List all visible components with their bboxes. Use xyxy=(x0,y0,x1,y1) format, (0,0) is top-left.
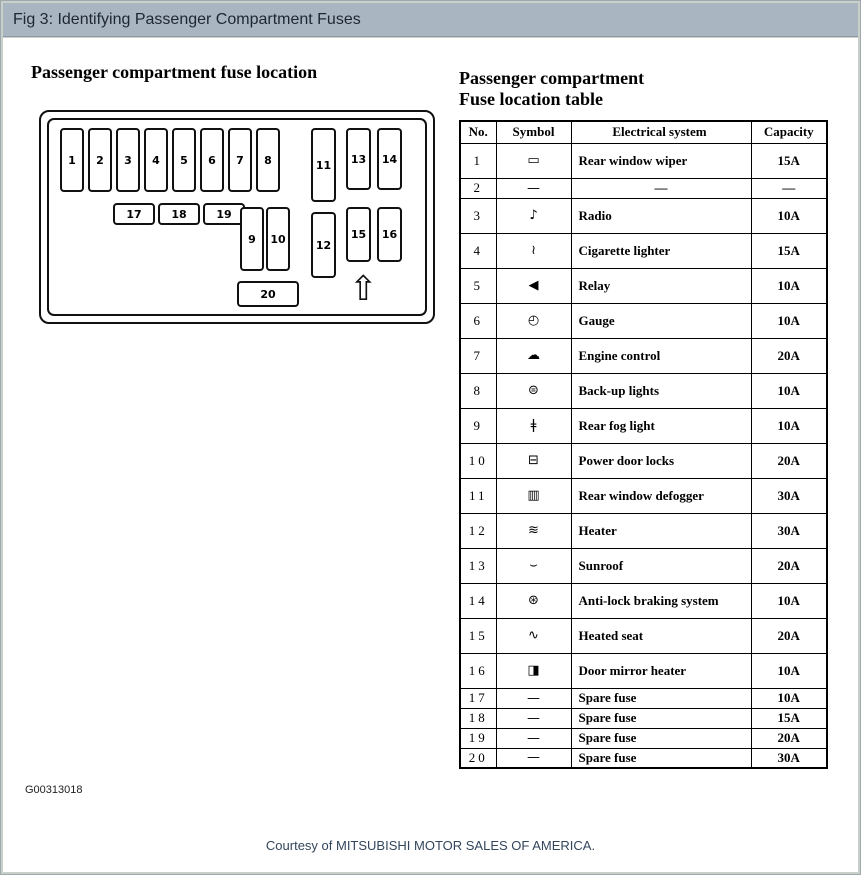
table-row xyxy=(460,548,827,583)
fuse-table-title-line1: Passenger compartment xyxy=(459,68,645,88)
figure-title-bar xyxy=(3,3,858,37)
electrical-system: Spare fuse xyxy=(571,728,751,748)
col-header-system: Electrical system xyxy=(571,121,751,143)
abs-icon: ⊛ xyxy=(528,593,539,608)
electrical-system: — xyxy=(571,178,751,198)
capacity: 10A xyxy=(751,583,827,618)
col-header-capacity: Capacity xyxy=(751,121,827,143)
relay-icon: ◀ xyxy=(528,278,539,293)
fuse-17: 17 xyxy=(113,203,155,225)
table-row xyxy=(460,583,827,618)
capacity: 20A xyxy=(751,338,827,373)
fuse-no: 14 xyxy=(460,583,496,618)
capacity: 10A xyxy=(751,373,827,408)
capacity: 20A xyxy=(751,728,827,748)
fuse-no: 2 xyxy=(460,178,496,198)
diagram-title: Passenger compartment fuse location xyxy=(31,62,318,82)
fuse-no: 9 xyxy=(460,408,496,443)
fuse-10: 10 xyxy=(266,207,290,271)
table-row xyxy=(460,443,827,478)
electrical-system: Radio xyxy=(571,198,751,233)
fuse-no: 8 xyxy=(460,373,496,408)
table-row xyxy=(460,618,827,653)
rear-window-defogger-icon: ▥ xyxy=(527,488,540,503)
heated-seat-icon: ∿ xyxy=(528,628,539,643)
fuse-18: 18 xyxy=(158,203,200,225)
fuse-no: 15 xyxy=(460,618,496,653)
fuse-location-diagram xyxy=(39,110,435,324)
fuse-no: 12 xyxy=(460,513,496,548)
fuse-6: 6 xyxy=(200,128,224,192)
electrical-system: Anti-lock braking system xyxy=(571,583,751,618)
capacity: 10A xyxy=(751,408,827,443)
dash-symbol: — xyxy=(527,750,540,766)
capacity: 15A xyxy=(751,708,827,728)
electrical-system: Gauge xyxy=(571,303,751,338)
fuse-1: 1 xyxy=(60,128,84,192)
electrical-system: Power door locks xyxy=(571,443,751,478)
table-row xyxy=(460,233,827,268)
heater-icon: ≋ xyxy=(528,523,539,538)
capacity: — xyxy=(751,178,827,198)
electrical-system: Heater xyxy=(571,513,751,548)
electrical-system: Engine control xyxy=(571,338,751,373)
power-door-locks-icon: ⊟ xyxy=(528,453,539,468)
electrical-system: Spare fuse xyxy=(571,708,751,728)
electrical-system: Rear window wiper xyxy=(571,143,751,178)
fuse-no: 17 xyxy=(460,688,496,708)
capacity: 10A xyxy=(751,198,827,233)
fuse-20: 20 xyxy=(237,281,299,307)
fuse-5: 5 xyxy=(172,128,196,192)
electrical-system: Rear fog light xyxy=(571,408,751,443)
backup-lights-icon: ⊜ xyxy=(528,383,539,398)
capacity: 10A xyxy=(751,303,827,338)
courtesy-line: Courtesy of MITSUBISHI MOTOR SALES OF AMERICA. xyxy=(265,838,596,853)
table-row xyxy=(460,408,827,443)
fuse-3: 3 xyxy=(116,128,140,192)
fuse-2: 2 xyxy=(88,128,112,192)
capacity: 30A xyxy=(751,478,827,513)
table-row xyxy=(460,373,827,408)
fuse-no: 6 xyxy=(460,303,496,338)
figure-id: G00313018 xyxy=(25,784,83,796)
table-row xyxy=(460,728,827,748)
fuse-no: 3 xyxy=(460,198,496,233)
table-row xyxy=(460,708,827,728)
dash-symbol: — xyxy=(527,710,540,726)
fuse-table-title-line2: Fuse location table xyxy=(459,89,603,109)
table-header-row xyxy=(460,121,827,143)
electrical-system: Heated seat xyxy=(571,618,751,653)
table-row xyxy=(460,513,827,548)
gauge-icon: ◴ xyxy=(527,313,540,328)
fuse-no: 18 xyxy=(460,708,496,728)
electrical-system: Door mirror heater xyxy=(571,653,751,688)
fuse-no: 4 xyxy=(460,233,496,268)
electrical-system: Spare fuse xyxy=(571,748,751,768)
fuse-4: 4 xyxy=(144,128,168,192)
col-header-no: No. xyxy=(460,121,496,143)
capacity: 30A xyxy=(751,513,827,548)
fuse-table-title xyxy=(459,68,644,110)
table-row xyxy=(460,688,827,708)
capacity: 15A xyxy=(751,233,827,268)
fuse-12: 12 xyxy=(311,212,336,278)
fuse-no: 1 xyxy=(460,143,496,178)
capacity: 10A xyxy=(751,688,827,708)
capacity: 15A xyxy=(751,143,827,178)
table-row xyxy=(460,338,827,373)
dash-symbol: — xyxy=(527,730,540,746)
table-row xyxy=(460,178,827,198)
fuse-no: 16 xyxy=(460,653,496,688)
engine-icon: ☁ xyxy=(527,348,540,363)
table-row xyxy=(460,303,827,338)
dash-symbol: — xyxy=(527,690,540,706)
fuse-11: 11 xyxy=(311,128,336,202)
table-row xyxy=(460,268,827,303)
electrical-system: Cigarette lighter xyxy=(571,233,751,268)
fuse-19: 19 xyxy=(203,203,245,225)
fuse-14: 14 xyxy=(377,128,402,190)
fuse-no: 11 xyxy=(460,478,496,513)
radio-icon: ♪ xyxy=(529,208,538,223)
electrical-system: Back-up lights xyxy=(571,373,751,408)
table-row xyxy=(460,143,827,178)
fuse-no: 7 xyxy=(460,338,496,373)
fuse-7: 7 xyxy=(228,128,252,192)
figure-content xyxy=(3,38,858,872)
fuse-16: 16 xyxy=(377,207,402,262)
fuse-no: 20 xyxy=(460,748,496,768)
electrical-system: Spare fuse xyxy=(571,688,751,708)
capacity: 20A xyxy=(751,618,827,653)
capacity: 30A xyxy=(751,748,827,768)
fuse-no: 10 xyxy=(460,443,496,478)
fuse-8: 8 xyxy=(256,128,280,192)
capacity: 10A xyxy=(751,268,827,303)
fuse-no: 19 xyxy=(460,728,496,748)
capacity: 20A xyxy=(751,548,827,583)
dash-symbol: — xyxy=(527,180,540,196)
fuse-9: 9 xyxy=(240,207,264,271)
fuse-13: 13 xyxy=(346,128,371,190)
electrical-system: Relay xyxy=(571,268,751,303)
up-arrow-icon: ⇧ xyxy=(349,269,378,309)
table-row xyxy=(460,653,827,688)
table-row xyxy=(460,478,827,513)
capacity: 20A xyxy=(751,443,827,478)
fuse-no: 13 xyxy=(460,548,496,583)
sunroof-icon: ⌣ xyxy=(529,558,538,573)
door-mirror-heater-icon: ◨ xyxy=(527,663,540,678)
table-row xyxy=(460,748,827,768)
table-row xyxy=(460,198,827,233)
figure-title: Fig 3: Identifying Passenger Compartment Fuses xyxy=(13,10,361,28)
electrical-system: Rear window defogger xyxy=(571,478,751,513)
fuse-no: 5 xyxy=(460,268,496,303)
fuse-15: 15 xyxy=(346,207,371,262)
fuse-table xyxy=(459,120,828,769)
rear-window-wiper-icon: ▭ xyxy=(527,153,540,168)
rear-fog-light-icon: ǂ xyxy=(530,418,537,433)
capacity: 10A xyxy=(751,653,827,688)
cigarette-lighter-icon: ≀ xyxy=(531,243,536,258)
col-header-symbol: Symbol xyxy=(496,121,571,143)
electrical-system: Sunroof xyxy=(571,548,751,583)
